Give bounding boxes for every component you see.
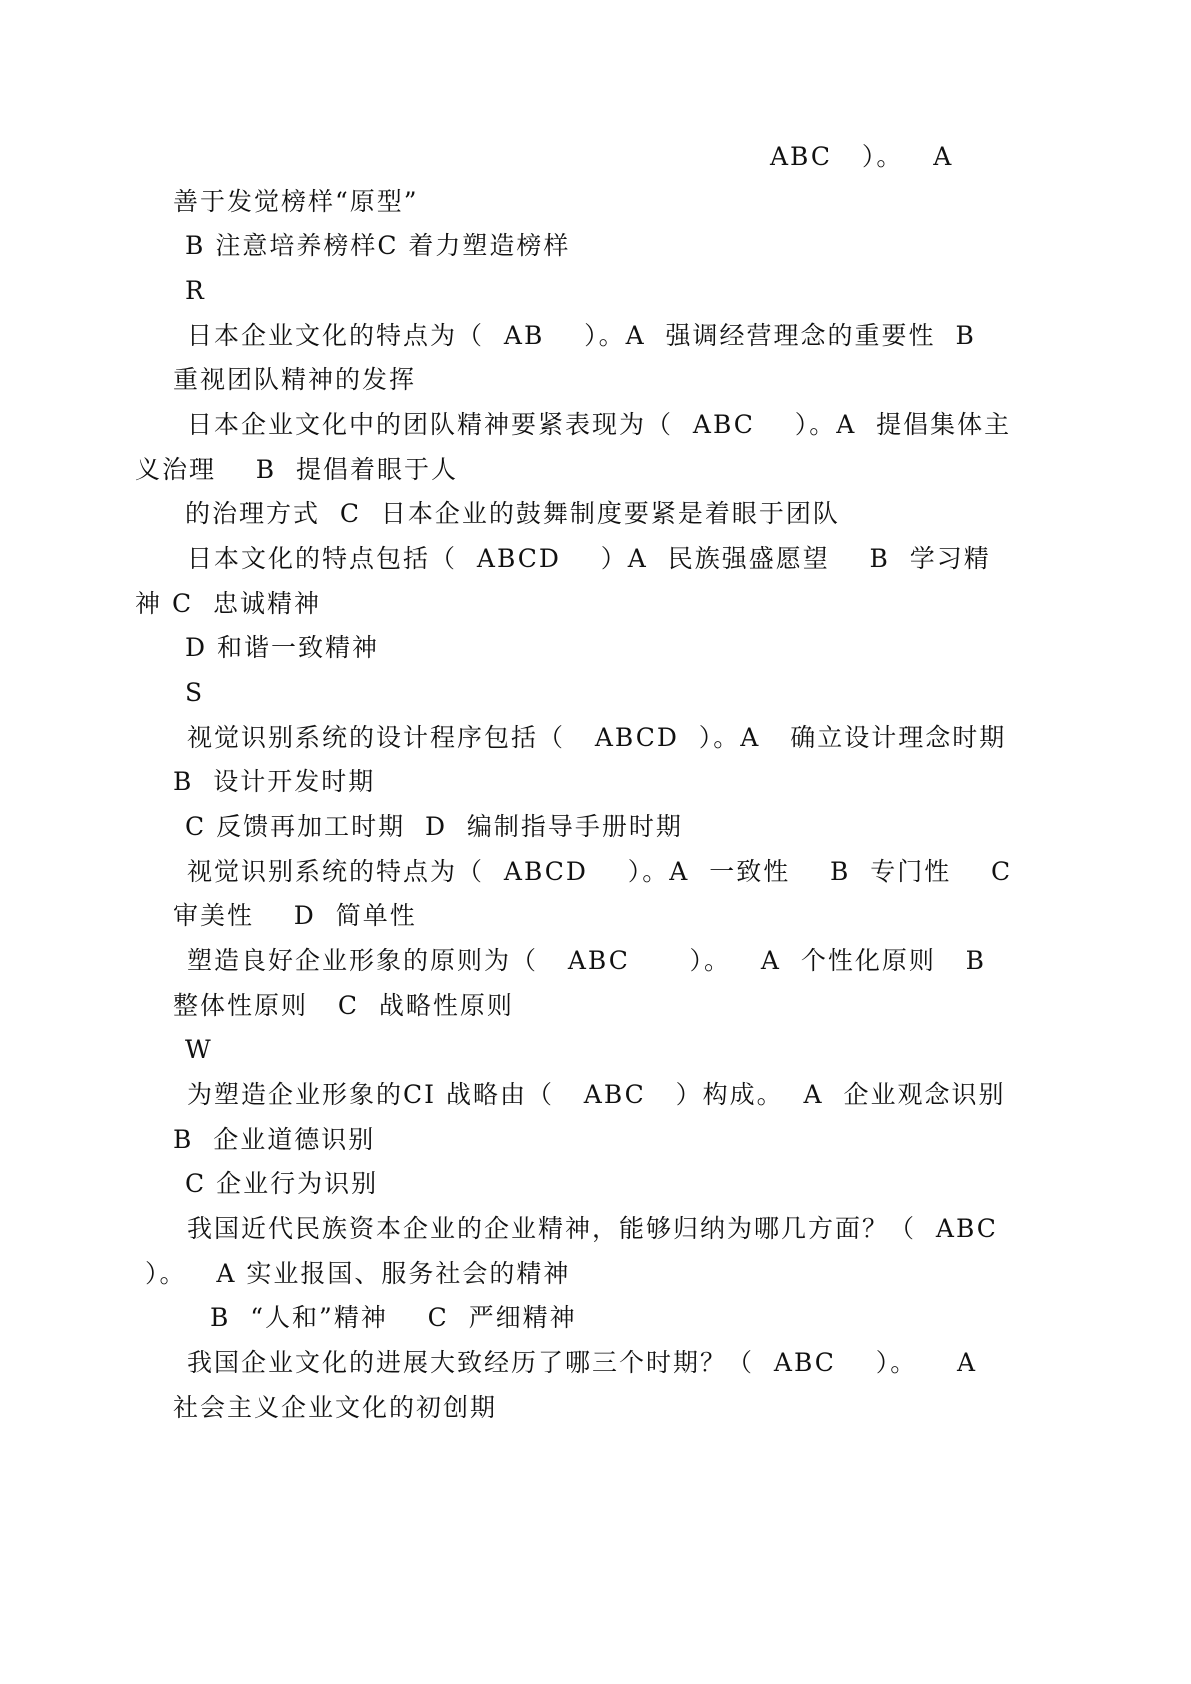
text-line: B 设计开发时期: [173, 767, 376, 796]
text-line: 义治理 B 提倡着眼于人: [135, 455, 459, 484]
section-letter-w: W: [185, 1035, 213, 1064]
text-line: ABC ）。 A: [770, 142, 954, 171]
text-line: 的治理方式 C 日本企业的鼓舞制度要紧是着眼于团队: [185, 499, 840, 528]
section-letter-r: R: [185, 276, 206, 305]
text-line: B 注意培养榜样C 着力塑造榜样: [185, 231, 571, 260]
text-line: 我国近代民族资本企业的企业精神，能够归纳为哪几方面？（ ABC: [187, 1214, 998, 1243]
text-line: B 企业道德识别: [173, 1125, 376, 1154]
text-line: 为塑造企业形象的CI 战略由（ ABC ）构成。 A 企业观念识别: [187, 1080, 1006, 1109]
text-line: B “人和”精神 C 严细精神: [210, 1303, 577, 1332]
text-line: D 和谐一致精神: [185, 633, 379, 662]
text-line: 神 C 忠诚精神: [135, 589, 321, 618]
text-line: 审美性 D 简单性: [173, 901, 417, 930]
text-line: C 反馈再加工时期 D 编制指导手册时期: [185, 812, 683, 841]
text-line: 视觉识别系统的设计程序包括（ ABCD ）。A 确立设计理念时期: [187, 723, 1007, 752]
text-line: 塑造良好企业形象的原则为（ ABC ）。 A 个性化原则 B: [187, 946, 987, 975]
text-line: C 企业行为识别: [185, 1169, 379, 1198]
text-line: 整体性原则 C 战略性原则: [173, 991, 514, 1020]
text-line: 我国企业文化的进展大致经历了哪三个时期？（ ABC ）。 A: [187, 1348, 978, 1377]
text-line: 视觉识别系统的特点为（ ABCD ）。A 一致性 B 专门性 C: [187, 857, 1013, 886]
text-line: 善于发觉榜样“原型”: [173, 187, 419, 216]
text-line: 社会主义企业文化的初创期: [173, 1393, 498, 1422]
text-line: 日本文化的特点包括（ ABCD ）A 民族强盛愿望 B 学习精: [187, 544, 991, 573]
text-line: 日本企业文化中的团队精神要紧表现为（ ABC ）。A 提倡集体主: [187, 410, 1012, 439]
section-letter-s: S: [185, 678, 205, 707]
text-line: 重视团队精神的发挥: [173, 365, 417, 394]
text-line: ）。 A 实业报国、服务社会的精神: [145, 1259, 571, 1288]
text-line: 日本企业文化的特点为（ AB ）。A 强调经营理念的重要性 B: [187, 321, 976, 350]
